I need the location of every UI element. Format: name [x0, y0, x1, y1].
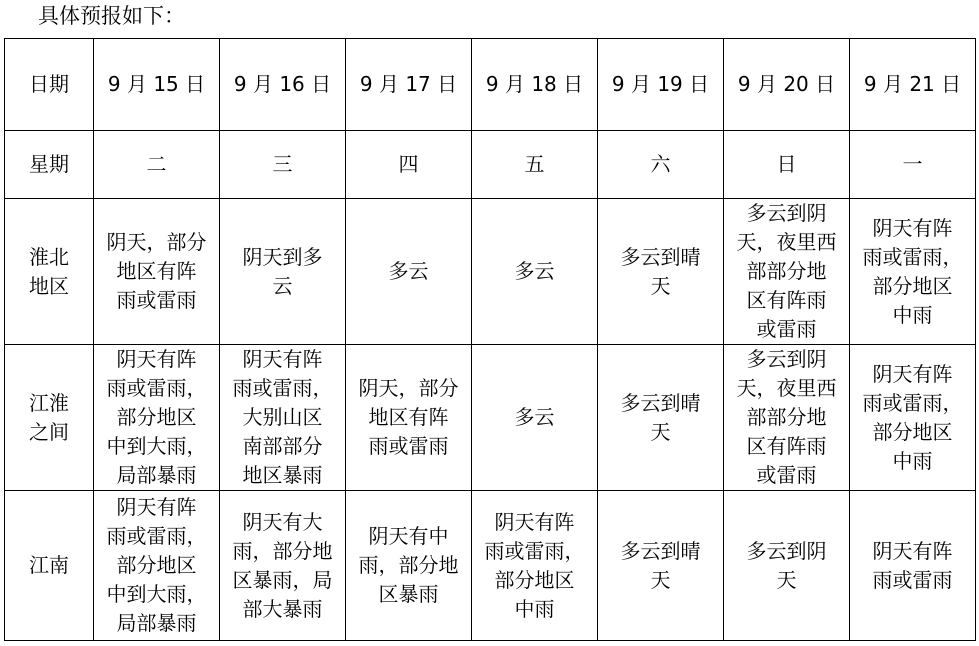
- forecast-cell: [346, 491, 472, 641]
- date-cell-text: [360, 70, 457, 99]
- cell-line: 中雨: [892, 302, 933, 327]
- cell-line: 多云到阴: [746, 538, 827, 563]
- cell-line: 部部分地: [746, 259, 827, 283]
- cell-line: 雨或雷雨，: [862, 390, 963, 415]
- cell-line: 阴天，部分: [358, 376, 459, 400]
- cell-line: 9 月 15 日: [107, 72, 206, 96]
- weekday-header-label-text: [29, 150, 69, 179]
- cell-line: 大别山区: [242, 405, 323, 429]
- weekday-cell: [220, 131, 346, 199]
- cell-line: 部分地区: [116, 553, 197, 577]
- cell-line: 或雷雨: [756, 317, 817, 341]
- cell-line: 江南: [29, 553, 69, 577]
- weekday-row: [5, 131, 976, 199]
- forecast-cell: [724, 491, 850, 641]
- cell-line: 多云: [388, 259, 429, 283]
- forecast-cell: [724, 345, 850, 491]
- cell-line: 雨或雷雨，: [232, 376, 333, 400]
- cell-line: 多云到晴: [620, 390, 701, 415]
- region-name-text: [29, 243, 69, 301]
- forecast-cell-text: [747, 537, 827, 595]
- cell-line: 地区有阵: [116, 259, 197, 283]
- forecast-cell-text: [389, 257, 429, 286]
- forecast-cell: [850, 345, 976, 491]
- forecast-table: [4, 38, 976, 641]
- cell-line: 9 月 19 日: [611, 72, 710, 96]
- weekday-cell: [472, 131, 598, 199]
- weekday-cell-text: [777, 150, 797, 179]
- cell-line: 阴天有阵: [872, 361, 953, 386]
- weekday-cell: [724, 131, 850, 199]
- date-cell-text: [234, 70, 331, 99]
- forecast-cell-text: [359, 522, 459, 609]
- cell-line: 阴天有大: [242, 509, 323, 534]
- forecast-cell: [598, 491, 724, 641]
- forecast-cell-text: [621, 537, 701, 595]
- cell-line: 雨或雷雨: [116, 288, 197, 312]
- cell-line: 雨，部分地: [358, 553, 459, 577]
- forecast-cell-text: [515, 257, 555, 286]
- region-name: [5, 491, 94, 641]
- date-cell-text: [864, 70, 961, 99]
- cell-line: 9 月 17 日: [359, 72, 458, 96]
- cell-line: 多云到阴: [746, 201, 827, 225]
- forecast-cell: [346, 345, 472, 491]
- cell-line: 之间: [29, 419, 69, 444]
- forecast-cell-text: [359, 374, 459, 461]
- cell-line: 局部暴雨: [116, 463, 197, 487]
- weekday-cell-text: [525, 150, 545, 179]
- date-cell: [850, 39, 976, 131]
- region-row: [5, 491, 976, 641]
- cell-line: 多云: [514, 405, 555, 429]
- cell-line: 二: [146, 152, 167, 176]
- weekday-cell-text: [651, 150, 671, 179]
- cell-line: 9 月 16 日: [233, 72, 332, 96]
- cell-line: 雨或雷雨，: [484, 538, 585, 563]
- cell-line: 区暴雨: [378, 582, 439, 606]
- forecast-cell: [94, 491, 220, 641]
- date-cell: [598, 39, 724, 131]
- cell-line: 部分地区: [872, 419, 953, 444]
- date-header-label-text: [29, 70, 69, 99]
- cell-line: 阴天到多: [242, 244, 323, 269]
- cell-line: 多云到阴: [746, 347, 827, 371]
- date-cell-text: [108, 70, 205, 99]
- date-header-label: [5, 39, 94, 131]
- forecast-cell: [850, 199, 976, 345]
- forecast-cell: [94, 345, 220, 491]
- cell-line: 阴天有阵: [494, 509, 575, 534]
- cell-line: 雨或雷雨: [368, 434, 449, 458]
- region-name-text: [29, 551, 69, 580]
- forecast-cell-text: [107, 345, 207, 490]
- cell-line: 天: [650, 273, 671, 298]
- cell-line: 部大暴雨: [242, 596, 323, 621]
- cell-line: 阴天有阵: [872, 538, 953, 563]
- cell-line: 一: [902, 152, 923, 176]
- cell-line: 天，夜里西: [736, 230, 837, 254]
- forecast-cell-text: [737, 345, 837, 490]
- cell-line: 多云到晴: [620, 244, 701, 269]
- cell-line: 中雨: [514, 596, 555, 621]
- cell-line: 南部部分: [242, 434, 323, 458]
- forecast-cell: [220, 345, 346, 491]
- cell-line: 或雷雨: [756, 463, 817, 487]
- weekday-cell: [94, 131, 220, 199]
- date-cell: [94, 39, 220, 131]
- cell-line: 多云: [514, 259, 555, 283]
- forecast-cell: [724, 199, 850, 345]
- cell-line: 阴天有阵: [242, 347, 323, 371]
- cell-line: 天: [650, 567, 671, 592]
- cell-line: 四: [398, 152, 419, 176]
- date-cell-text: [738, 70, 835, 99]
- cell-line: 阴天有阵: [116, 495, 197, 519]
- region-name: [5, 199, 94, 345]
- cell-line: 阴天有阵: [116, 347, 197, 371]
- region-name-text: [29, 389, 69, 447]
- cell-line: 多云到晴: [620, 538, 701, 563]
- cell-line: 区暴雨，局: [232, 567, 333, 592]
- date-row: [5, 39, 976, 131]
- region-name: [5, 345, 94, 491]
- cell-line: 9 月 18 日: [485, 72, 584, 96]
- weekday-cell: [346, 131, 472, 199]
- cell-line: 地区有阵: [368, 405, 449, 429]
- cell-line: 中雨: [892, 448, 933, 473]
- cell-line: 雨或雷雨，: [862, 244, 963, 269]
- cell-line: 中到大雨，: [106, 582, 207, 606]
- forecast-cell-text: [107, 228, 207, 315]
- weekday-header-label: [5, 131, 94, 199]
- forecast-cell: [472, 491, 598, 641]
- date-cell: [724, 39, 850, 131]
- weekday-cell-text: [399, 150, 419, 179]
- cell-line: 区有阵雨: [746, 434, 827, 458]
- forecast-cell: [220, 199, 346, 345]
- weekday-cell-text: [147, 150, 167, 179]
- cell-line: 区有阵雨: [746, 288, 827, 312]
- cell-line: 部分地区: [872, 273, 953, 298]
- cell-line: 雨或雷雨: [872, 567, 953, 592]
- date-cell-text: [612, 70, 709, 99]
- weekday-cell: [598, 131, 724, 199]
- forecast-cell: [598, 345, 724, 491]
- forecast-cell: [850, 491, 976, 641]
- forecast-cell-text: [107, 493, 207, 638]
- cell-line: 部部分地: [746, 405, 827, 429]
- weekday-cell: [850, 131, 976, 199]
- cell-line: 五: [524, 152, 545, 176]
- forecast-cell-text: [243, 243, 323, 301]
- cell-line: 三: [272, 152, 293, 176]
- cell-line: 阴天有阵: [872, 215, 953, 240]
- cell-line: 淮北: [29, 244, 69, 269]
- cell-line: 局部暴雨: [116, 611, 197, 635]
- forecast-cell: [472, 345, 598, 491]
- weekday-cell-text: [273, 150, 293, 179]
- cell-line: 阴天，部分: [106, 230, 207, 254]
- forecast-cell-text: [233, 508, 333, 624]
- forecast-cell-text: [485, 508, 585, 624]
- cell-line: 天，夜里西: [736, 376, 837, 400]
- region-row: [5, 199, 976, 345]
- cell-line: 阴天有中: [368, 524, 449, 548]
- date-cell: [472, 39, 598, 131]
- cell-line: 雨，部分地: [232, 538, 333, 563]
- forecast-cell-text: [863, 214, 963, 330]
- cell-line: 日: [776, 152, 797, 176]
- forecast-cell-text: [515, 403, 555, 432]
- date-cell: [346, 39, 472, 131]
- forecast-cell-text: [873, 537, 953, 595]
- forecast-cell: [598, 199, 724, 345]
- cell-line: 地区: [29, 273, 69, 298]
- cell-line: 9 月 21 日: [863, 72, 962, 96]
- date-cell: [220, 39, 346, 131]
- forecast-cell-text: [233, 345, 333, 490]
- cell-line: 部分地区: [494, 567, 575, 592]
- cell-line: 部分地区: [116, 405, 197, 429]
- date-cell-text: [486, 70, 583, 99]
- cell-line: 天: [776, 567, 797, 592]
- forecast-cell-text: [621, 243, 701, 301]
- forecast-cell: [94, 199, 220, 345]
- cell-line: 地区暴雨: [242, 463, 323, 487]
- region-row: [5, 345, 976, 491]
- cell-line: 9 月 20 日: [737, 72, 836, 96]
- forecast-cell-text: [863, 360, 963, 476]
- forecast-cell: [346, 199, 472, 345]
- forecast-cell-text: [737, 199, 837, 344]
- forecast-cell-text: [621, 389, 701, 447]
- cell-line: 江淮: [29, 390, 69, 415]
- weekday-cell-text: [903, 150, 923, 179]
- cell-line: 中到大雨，: [106, 434, 207, 458]
- intro-text: 具体预报如下：: [38, 4, 185, 28]
- forecast-cell: [472, 199, 598, 345]
- forecast-cell: [220, 491, 346, 641]
- cell-line: 雨或雷雨，: [106, 376, 207, 400]
- cell-line: 星期: [29, 152, 69, 176]
- cell-line: 六: [650, 152, 671, 176]
- cell-line: 雨或雷雨，: [106, 524, 207, 548]
- cell-line: 天: [650, 419, 671, 444]
- cell-line: 云: [272, 273, 293, 298]
- cell-line: 日期: [29, 72, 69, 96]
